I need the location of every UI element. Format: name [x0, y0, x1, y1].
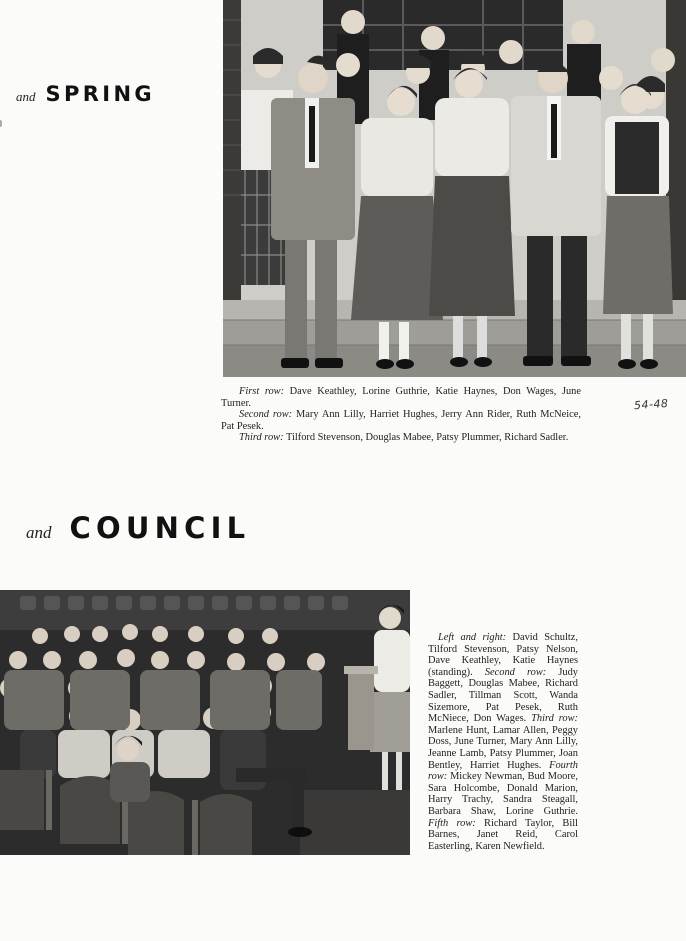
binding-mark	[0, 120, 2, 127]
council-caption-text-second-row: Judy Baggett, Douglas Mabee, Richard Sadler, Tillman Scott, Wanda Sizemore, Pat Pesek, Ruth McNiece, Don Wages.	[428, 666, 578, 725]
council-caption-label-fourth-row: Fourth row:	[428, 759, 578, 783]
spring-heading-title: SPRING	[45, 82, 155, 106]
council-heading-title: COUNCIL	[69, 511, 251, 545]
spring-group-photo	[223, 0, 686, 377]
council-heading	[26, 511, 250, 545]
row-label: Second row:	[239, 409, 293, 421]
council-caption	[428, 632, 578, 852]
council-caption-text-fourth-row: Mickey Newman, Bud Moore, Sara Holcombe, Donald Marion, Harry Trachy, Sandra Steagall, Barbara Shaw, Lorine Guthrie.	[428, 771, 578, 817]
council-heading-prefix: and	[26, 523, 52, 542]
council-group-photo	[0, 590, 410, 855]
spring-heading-prefix: and	[16, 89, 36, 104]
row-names: Tilford Stevenson, Douglas Mabee, Patsy Plummer, Richard Sadler.	[283, 432, 569, 444]
council-caption-text-third-row: Marlene Hunt, Lamar Allen, Peggy Doss, June Turner, Mary Ann Lilly, Jeanne Lamb, Patsy Plummer, Joan Bentley, Harriet Hughes.	[428, 724, 578, 771]
council-caption-label-second-row: Second row:	[484, 666, 547, 678]
council-caption-label-left-right: Left and right:	[438, 632, 507, 643]
spring-caption	[221, 386, 581, 444]
council-caption-text-left-right: David Schultz, Tilford Stevenson, Patsy Nelson, Dave Keathley, Katie Haynes (standing).	[428, 632, 578, 678]
row-names: Dave Keathley, Lorine Guthrie, Katie Haynes, Don Wages, June Turner.	[221, 386, 581, 409]
row-names: Mary Ann Lilly, Harriet Hughes, Jerry Ann Rider, Ruth McNeice, Pat Pesek.	[221, 409, 581, 432]
spring-caption-second-row	[221, 409, 581, 432]
council-caption-text-fifth-row: Richard Taylor, Bill Barnes, Janet Reid, Carol Easterling, Karen Newfield.	[428, 817, 579, 852]
spring-caption-third-row	[221, 432, 581, 444]
spring-caption-first-row	[221, 386, 581, 409]
council-caption-label-third-row: Third row:	[531, 713, 578, 725]
council-caption-label-fifth-row: Fifth row:	[428, 817, 476, 829]
spring-heading	[16, 82, 155, 106]
row-label: Third row:	[239, 432, 284, 444]
handwritten-page-note: 54-48	[633, 396, 669, 413]
row-label: First row:	[239, 386, 285, 397]
